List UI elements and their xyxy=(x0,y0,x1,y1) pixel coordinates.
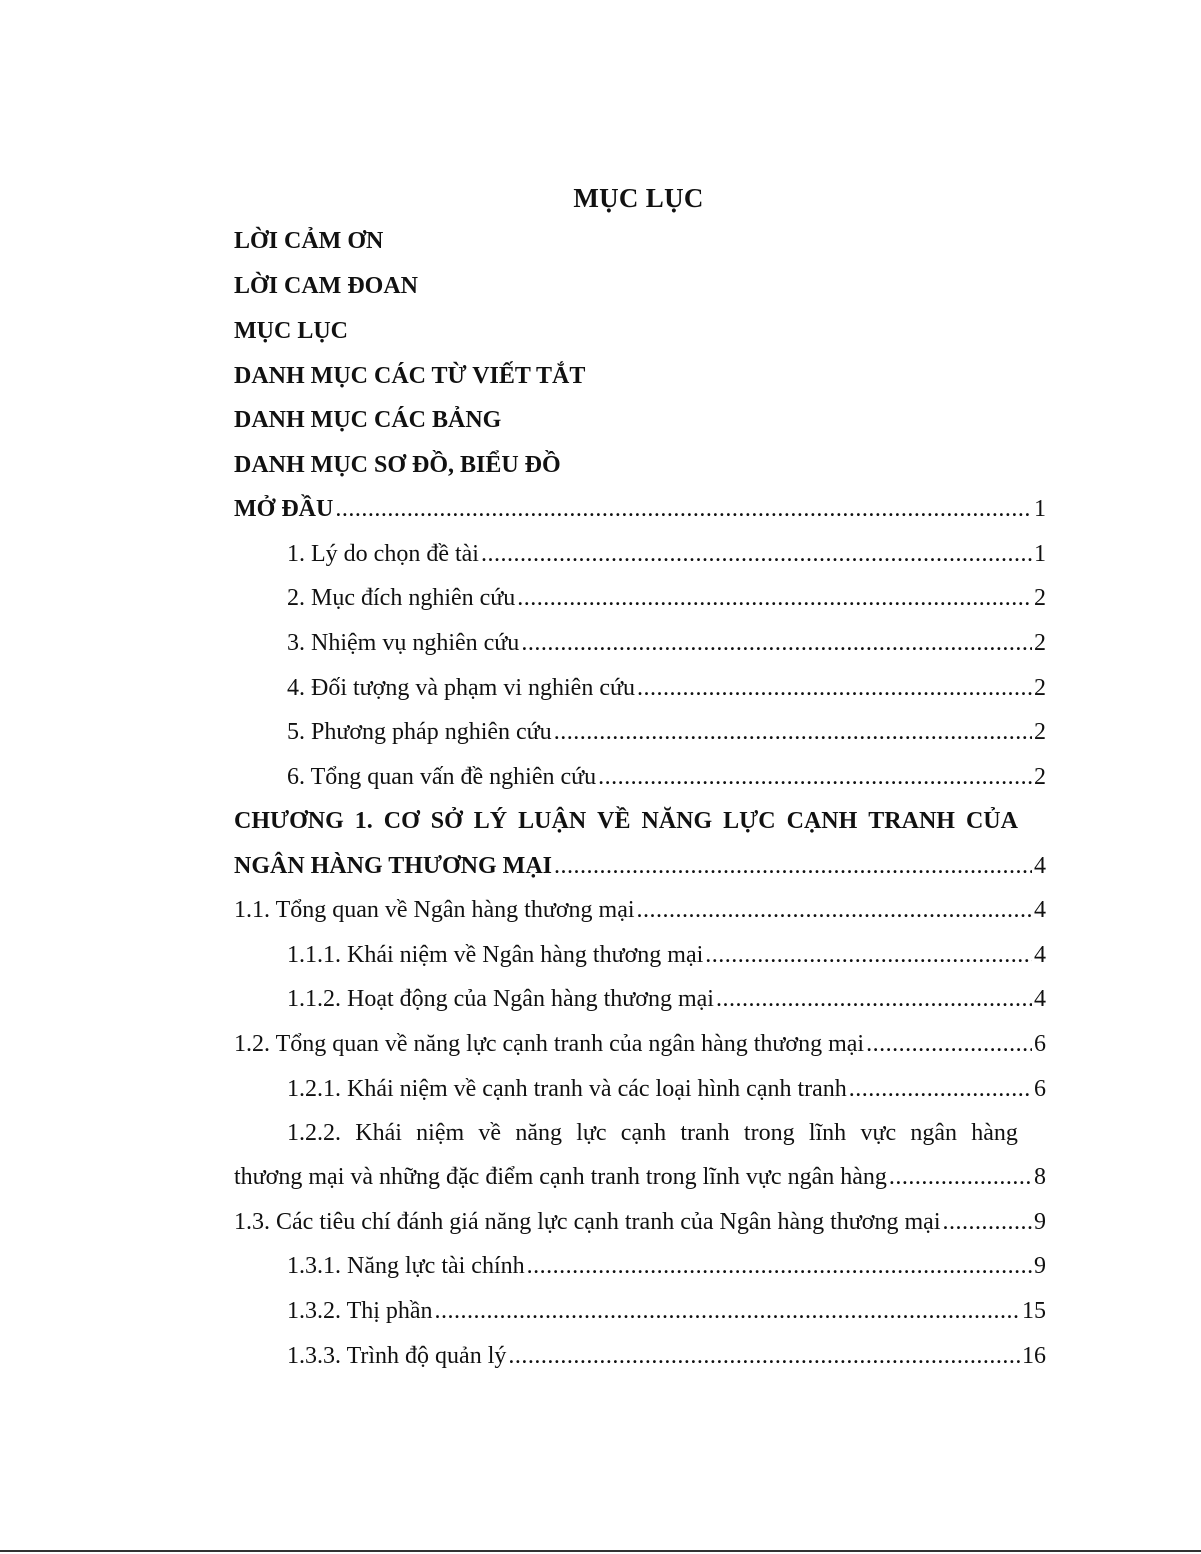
toc-entry-text: MỞ ĐẦU xyxy=(234,496,334,522)
toc-entry-front-matter[interactable]: LỜI CẢM ƠN xyxy=(234,228,384,254)
dot-leader xyxy=(335,489,1032,529)
toc-page-number: 4 xyxy=(1034,942,1046,968)
dot-leader xyxy=(637,668,1032,708)
dot-leader xyxy=(554,846,1032,886)
toc-page-number: 1 xyxy=(1034,496,1046,522)
toc-page-number: 4 xyxy=(1034,986,1046,1012)
toc-entry-text: NGÂN HÀNG THƯƠNG MẠI xyxy=(234,853,552,879)
dot-leader xyxy=(554,712,1032,752)
dot-leader xyxy=(517,578,1032,618)
toc-page-number: 9 xyxy=(1034,1253,1046,1279)
toc-entry-intro[interactable] xyxy=(234,489,1046,529)
chapter-1-heading-line-2[interactable] xyxy=(234,846,1046,886)
toc-page-number: 2 xyxy=(1034,630,1046,656)
toc-page-number: 4 xyxy=(1034,897,1046,923)
toc-entry-front-matter[interactable]: MỤC LỤC xyxy=(234,318,348,344)
dot-leader xyxy=(889,1157,1032,1197)
toc-page-number: 4 xyxy=(1034,853,1046,879)
dot-leader xyxy=(637,890,1032,930)
toc-entry-text: 5. Phương pháp nghiên cứu xyxy=(287,719,552,745)
toc-entry[interactable] xyxy=(287,1336,1046,1376)
dot-leader xyxy=(521,623,1032,663)
toc-page-number: 2 xyxy=(1034,585,1046,611)
toc-page-number: 8 xyxy=(1034,1164,1046,1190)
toc-entry[interactable] xyxy=(287,712,1046,752)
toc-entry[interactable] xyxy=(287,935,1046,975)
toc-entry-text: 1.3.1. Năng lực tài chính xyxy=(287,1253,525,1279)
toc-entry[interactable] xyxy=(287,578,1046,618)
toc-entry-text: 1.2.1. Khái niệm về cạnh tranh và các loại hình cạnh tranh xyxy=(287,1076,847,1102)
toc-entry-text: 6. Tổng quan vấn đề nghiên cứu xyxy=(287,764,597,790)
toc-entry[interactable] xyxy=(287,979,1046,1019)
toc-entry-text: 1.3. Các tiêu chí đánh giá năng lực cạnh tranh của Ngân hàng thương mại xyxy=(234,1209,941,1235)
toc-entry-1-2-2-line-2[interactable] xyxy=(234,1157,1046,1197)
dot-leader xyxy=(598,757,1032,797)
toc-entry-text: 1.1.2. Hoạt động của Ngân hàng thương mại xyxy=(287,986,714,1012)
toc-entry[interactable] xyxy=(287,757,1046,797)
toc-page-number: 1 xyxy=(1034,541,1046,567)
chapter-1-heading-line-1[interactable]: CHƯƠNG 1. CƠ SỞ LÝ LUẬN VỀ NĂNG LỰC CẠNH TRANH CỦA xyxy=(234,808,1018,834)
toc-entry-text: 1.1. Tổng quan về Ngân hàng thương mại xyxy=(234,897,635,923)
toc-title: MỤC LỤC xyxy=(573,183,704,213)
toc-page-number: 9 xyxy=(1034,1209,1046,1235)
toc-page-number: 15 xyxy=(1022,1298,1046,1324)
dot-leader xyxy=(705,935,1032,975)
toc-entry[interactable] xyxy=(287,534,1046,574)
dot-leader xyxy=(481,534,1032,574)
toc-page-number: 2 xyxy=(1034,675,1046,701)
toc-entry-section[interactable] xyxy=(234,1024,1046,1064)
toc-entry-text: 1. Lý do chọn đề tài xyxy=(287,541,479,567)
toc-entry[interactable] xyxy=(287,1246,1046,1286)
dot-leader xyxy=(508,1336,1020,1376)
toc-page-number: 2 xyxy=(1034,719,1046,745)
dot-leader xyxy=(943,1202,1033,1242)
dot-leader xyxy=(435,1291,1020,1331)
toc-entry[interactable] xyxy=(287,623,1046,663)
toc-entry-front-matter[interactable]: DANH MỤC CÁC BẢNG xyxy=(234,407,502,433)
toc-entry-front-matter[interactable]: LỜI CAM ĐOAN xyxy=(234,273,418,299)
page-bottom-edge xyxy=(0,1550,1201,1552)
toc-entry-text: 3. Nhiệm vụ nghiên cứu xyxy=(287,630,520,656)
dot-leader xyxy=(866,1024,1032,1064)
toc-entry-text: 4. Đối tượng và phạm vi nghiên cứu xyxy=(287,675,635,701)
toc-entry-section[interactable] xyxy=(234,890,1046,930)
dot-leader xyxy=(849,1069,1032,1109)
toc-entry-front-matter[interactable]: DANH MỤC SƠ ĐỒ, BIỂU ĐỒ xyxy=(234,452,561,478)
toc-entry[interactable] xyxy=(287,1291,1046,1331)
toc-entry[interactable] xyxy=(287,1069,1046,1109)
toc-entry-text: thương mại và những đặc điểm cạnh tranh trong lĩnh vực ngân hàng xyxy=(234,1164,887,1190)
toc-entry[interactable] xyxy=(287,668,1046,708)
toc-entry-section[interactable] xyxy=(234,1202,1046,1242)
toc-page-number: 6 xyxy=(1034,1076,1046,1102)
toc-entry-text: 1.3.2. Thị phần xyxy=(287,1298,433,1324)
toc-entry-text: 1.2. Tổng quan về năng lực cạnh tranh của ngân hàng thương mại xyxy=(234,1031,865,1057)
toc-entry-text: 2. Mục đích nghiên cứu xyxy=(287,585,516,611)
toc-entry-front-matter[interactable]: DANH MỤC CÁC TỪ VIẾT TẮT xyxy=(234,363,586,389)
dot-leader xyxy=(527,1246,1032,1286)
dot-leader xyxy=(716,979,1032,1019)
toc-entry-1-2-2-line-1[interactable]: 1.2.2. Khái niệm về năng lực cạnh tranh trong lĩnh vực ngân hàng xyxy=(287,1120,1018,1146)
toc-page-number: 2 xyxy=(1034,764,1046,790)
toc-entry-text: 1.3.3. Trình độ quản lý xyxy=(287,1343,507,1369)
toc-page-number: 6 xyxy=(1034,1031,1046,1057)
toc-entry-text: 1.1.1. Khái niệm về Ngân hàng thương mại xyxy=(287,942,704,968)
toc-page-number: 16 xyxy=(1022,1343,1046,1369)
